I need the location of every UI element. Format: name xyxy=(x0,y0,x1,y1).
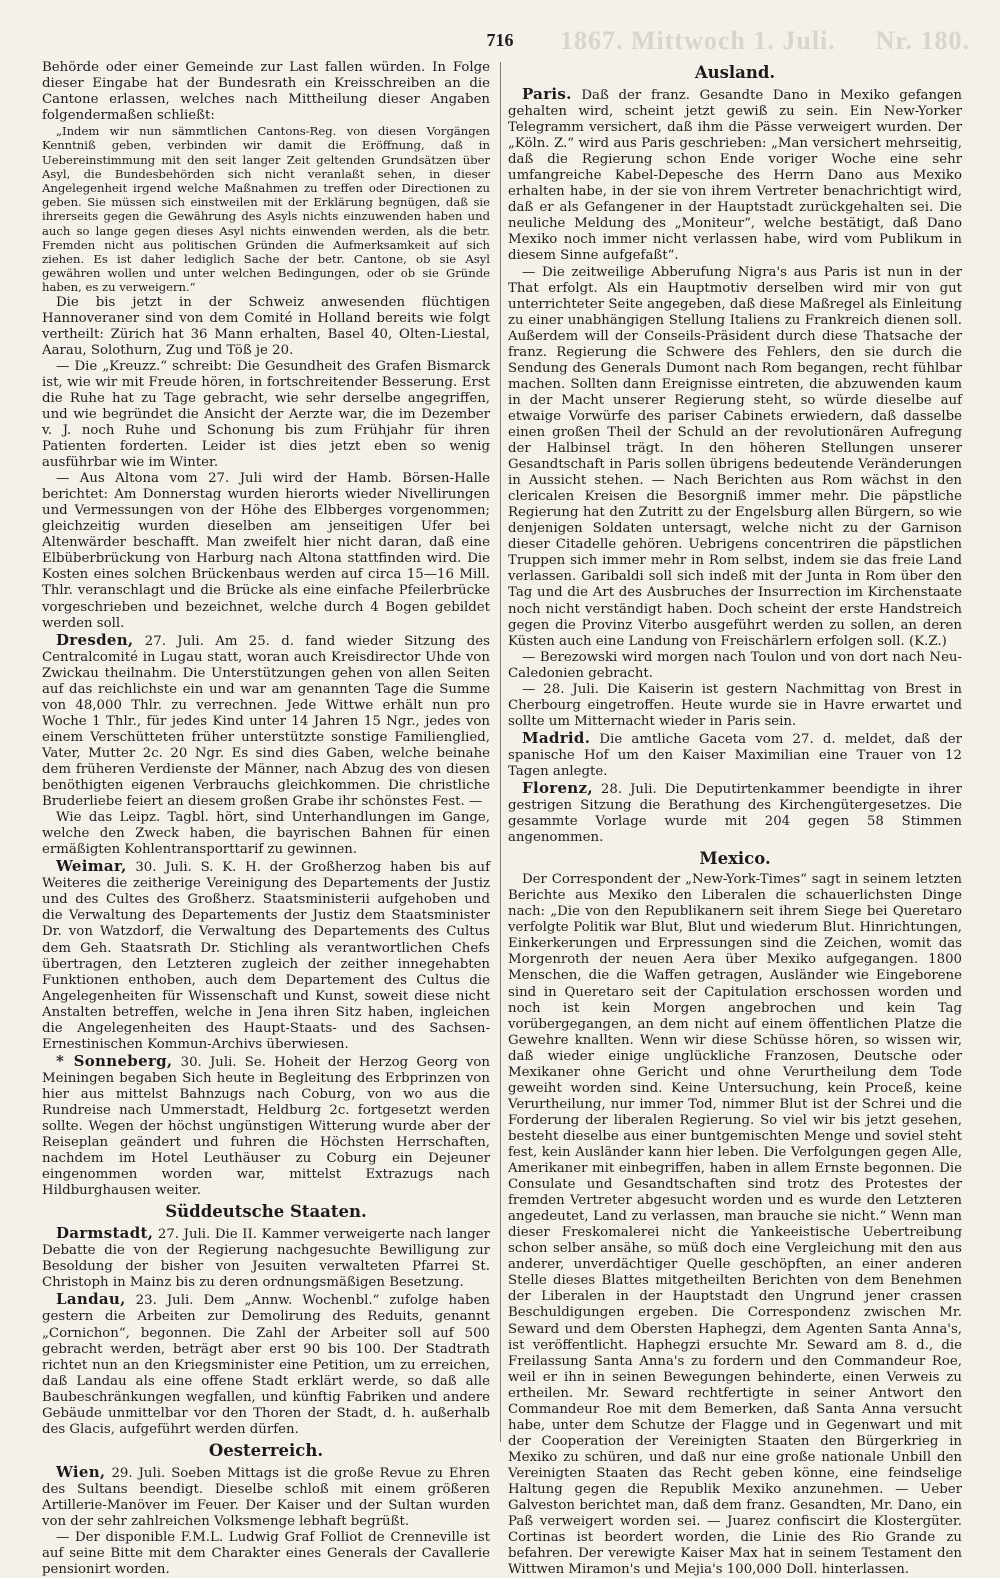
section-heading-text: Süddeutsche Staaten. xyxy=(165,1202,367,1222)
right-column xyxy=(508,60,962,1578)
dateline: Landau, xyxy=(56,1290,126,1309)
dateline: Dresden, xyxy=(56,630,134,649)
paragraph-text: 28. Juli. Die Deputirtenkammer beendigte in ihrer gestrigen Sitzung die Berathung des Kirchengütergesetzes. Die gesammte Vorlage wurde mit 204 gegen 58 Stimmen angenommen. xyxy=(508,782,962,846)
section-heading xyxy=(42,1440,490,1462)
section-heading-text: Ausland. xyxy=(694,63,776,82)
section-heading xyxy=(508,848,962,870)
dateline: Darmstadt, xyxy=(56,1224,154,1243)
article-paragraph xyxy=(508,682,962,730)
paragraph-text: — Der disponible F.M.L. Ludwig Graf Folliot de Crenneville ist auf seine Bitte mit dem Charakter eines Generals der Cavallerie pensionirt worden. xyxy=(42,1530,490,1578)
bleed-through-header-left: 1867. Mittwoch 1. Juli. xyxy=(560,26,836,55)
paragraph-text: Daß der franz. Gesandte Dano in Mexiko gefangen gehalten wird, scheint jetzt gewiß zu sein. Ein New-Yorker Telegramm versichert, daß ihm die Pässe verweigert wurden. Der „Köln. Z.“ wird aus Paris geschrieben: „Man versichert mehrseitig, daß die Regierung schon Ende voriger Woche eine sehr umfangreiche Kabel-Depesche des Herrn Dano aus Mexiko erhalten habe, in der sie von ihrem Vertreter benachrichtigt wird, daß er als Gefangener in der Hauptstadt zurückgehalten sei. Die neuliche Meldung des „Moniteur“, welche bestätigt, daß Dano Mexiko noch immer nicht verlassen habe, wird vom Publikum in diesem Sinne aufgefaßt“. xyxy=(508,88,962,264)
article-paragraph xyxy=(508,780,962,846)
paragraph-text: — Die „Kreuzz.“ schreibt: Die Gesundheit des Grafen Bismarck ist, wie wir mit Freude hören, in fortschreitender Besserung. Erst die Ruhe hat zu Tage gebracht, wie sehr derselbe angegriffen, und wie begründet die Ansicht der Aerzte war, die im Dezember v. J. noch Ruhe und Schonung bis zum Frühjahr für ihren Patienten forderten. Leider ist dies jetzt eben so wenig ausführbar wie im Winter. xyxy=(42,358,490,471)
paragraph-text: 30. Juli. S. K. H. der Großherzog haben bis auf Weiteres die zeitherige Vereinigung des Departements der Justiz und des Cultes des Großherz. Staatsministerii aufgehoben und die Verwaltung des Departements der Justiz dem Staatsminister Dr. von Watzdorf, die Verwaltung des Departements des Cultus dem Geh. Staatsrath Dr. Stichling als verantwortlichen Chefs übertragen, den Letzteren zugleich der zeither innegehabten Funktionen enthoben, auch dem Departement des Cultus die Angelegenheiten für Wissenschaft und Kunst, soweit diese nicht Anstalten betreffen, welche in Jena ihren Sitz haben, ingleichen die Angelegenheiten des Haupt-Staats- und des Sachsen-Ernestinischen Kommun-Archivs überwiesen. xyxy=(42,860,490,1052)
paragraph-text: 30. Juli. Se. Hoheit der Herzog Georg von Meiningen begaben Sich heute in Begleitung des Erbprinzen von hier aus mittelst Bahnzugs nach Coburg, von wo aus die Rundreise nach Ummerstadt, Heldburg 2c. fortgesetzt werden sollte. Wegen der höchst ungünstigen Witterung wurde aber der Reiseplan geändert und fuhren die Höchsten Herrschaften, nachdem im Hotel Leuthäuser zu Coburg ein Dejeuner eingenommen worden war, mittelst Extrazugs nach Hildburghausen weiter. xyxy=(42,1054,490,1199)
article-paragraph xyxy=(42,60,490,124)
paragraph-text: — Aus Altona vom 27. Juli wird der Hamb. Börsen-Halle berichtet: Am Donnerstag wurden hierorts wieder Nivellirungen und Vermessungen von der Höhe des Elbberges vorgenommen; gleichzeitig wurden dieselben am jenseitigen Ufer bei Altenwärder beschafft. Man zweifelt hier nicht daran, daß eine Elbüberbrückung von Harburg nach Altona stattfinden wird. Die Kosten eines solchen Brückenbaus werden auf circa 15—16 Mill. Thlr. veranschlagt und die Brücke als eine einfache Pfeilerbrücke vorgeschrieben und bezeichnet, welche durch 4 Bogen gebildet werden soll. xyxy=(42,471,490,631)
section-heading-text: Oesterreich. xyxy=(208,1440,324,1460)
paragraph-text: Der Correspondent der „New-York-Times“ sagt in seinem letzten Berichte aus Mexiko den Liberalen die schauerlichsten Dinge nach: „Die von den Republikanern seit ihrem Siege bei Queretaro verfolgte Politik war Blut, Blut und wiederum Blut. Hinrichtungen, Einkerkerungen und Erpressungen sind die Zeichen, womit das Morgenroth der neuen Aera über Mexiko aufgegangen. 1800 Menschen, die die Waffen getragen, Ausländer wie Eingeborene sind in Queretaro seit der Capitulation erschossen worden und noch ist kein Morgen angebrochen und kein Tag vorübergegangen, an dem nicht auf einem öffentlichen Platze die Gewehre knallten. Wenn wir diese Schüsse hören, so wissen wir, daß wieder einige unglückliche Franzosen, Deutsche oder Mexikaner ohne Gericht und ohne Verurtheilung dem Tode geweiht worden sind. Keine Untersuchung, kein Proceß, keine Verurtheilung, nur immer Tod, nimmer Blut ist der Schrei und die Forderung der liberalen Regierung. So viel wir bis jetzt gesehen, besteht dieselbe aus einer buntgemischten Menge und soviel steht fest, kein Ausländer kann hier leben. Die Verfolgungen gegen Alle, Amerikaner mit einbegriffen, haben in allem Ernste begonnen. Die Consulate und Gesandtschaften sind trotz des Protestes der fremden Vertreter abgesucht worden und es wurde den Letzteren angedeutet, Land zu verlassen, man brauche sie nicht.“ Wenn man dieser Freskomalerei nicht die Yankeeistische Uebertreibung schon selber ansähe, so müß doch eine Vergleichung mit den aus anderer, unverdächtiger Quelle geschöpften, an einer anderen Stelle dieses Blattes mitgetheilten Berichten von dem Benehmen der Liberalen in der Hauptstadt den Ungrund jener crassen Beschuldigungen ergeben. Die Correspondenz zwischen Mr. Seward und dem Obersten Haphegzi, dem Agenten Santa Anna's, ist veröffentlicht. Haphegzi ersuchte Mr. Seward am 8. d., die Freilassung Santa Anna's zu fordern und den Commandeur Roe, weil er ihn in seinen Bewegungen behinderte, einen Verweis zu ertheilen. Mr. Seward rechtfertigte in seiner Antwort den Commandeur Roe mit dem Bemerken, daß Santa Anna versucht habe, unter dem Schutze der Flagge und in Gegenwart und mit der Cooperation der Vereinigten Staaten den Bürgerkrieg in Mexiko zu schüren, und daß nur eine große nationale Unbill den Vereinigten Staaten das Recht geben könne, eine feindselige Haltung gegen die Republik Mexiko anzunehmen. — Ueber Galveston berichtet man, daß dem franz. Gesandten, Mr. Dano, ein Paß verweigert worden sei. — Juarez confiscirt die Klostergüter. Cortinas ist beordert worden, die Linie des Rio Grande zu befahren. Der verewigte Kaiser Max hat in seinem Testament den Wittwen Miramon's und Mejia's 100,000 Doll. hinterlassen. xyxy=(508,872,962,1578)
paragraph-text: Die bis jetzt in der Schweiz anwesenden flüchtigen Hannoveraner sind von dem Comité in Holland bereits wie folgt vertheilt: Zürich hat 36 Mann erhalten, Basel 40, Olten-Liestal, Aarau, Solothurn, Zug und Töß je 20. xyxy=(42,294,490,358)
article-paragraph xyxy=(42,858,490,1053)
paragraph-text: — Die zeitweilige Abberufung Nigra's aus Paris ist nun in der That erfolgt. Als ein Hauptmotiv derselben wird mir von gut unterrichteter Seite angegeben, daß diese Maßregel als Einleitung zu einer unabhängigen Stellung Italiens zu Frankreich dienen soll. Außerdem will der Conseils-Präsident durch diese Thatsache der franz. Regierung die Schwere des Fehlers, den sie durch die Sendung des Generals Dumont nach Rom begangen, recht fühlbar machen. Sollten dann Ereignisse eintreten, die abzuwenden kaum in der Macht unserer Regierung steht, so würde dieselbe auf etwaige Vorwürfe des pariser Cabinets erwiedern, daß dasselbe einen großen Theil der Schuld an der revolutionären Aufregung der Halbinsel trägt. In den höheren Stellungen unserer Gesandtschaft in Paris sollen übrigens bedeutende Veränderungen in Aussicht stehen. — Nach Berichten aus Rom wächst in den clericalen Kreisen die Besorgniß immer mehr. Die päpstliche Regierung hat den Zutritt zu der Engelsburg allen Bürgern, so wie denjenigen Soldaten untersagt, welche nicht zu der Garnison dieser Citadelle gehören. Uebrigens concentriren die päpstlichen Truppen sich immer mehr in Rom selbst, indem sie das freie Land verlassen. Garibaldi soll sich indeß mit der Junta in Rom über den Tag und die Art des Ausbruches der Insurrection im Kirchenstaate noch nicht verständigt haben. Doch scheint der erste Handstreich gegen die Provinz Viterbo ausgeführt werden zu sollen, an deren Küsten auch eine Landung von Freischärlern erfolgen soll. (K.Z.) xyxy=(508,264,962,649)
paragraph-text: — Berezowski wird morgen nach Toulon und von dort nach Neu-Caledonien gebracht. xyxy=(508,649,962,681)
paragraph-text: — 28. Juli. Die Kaiserin ist gestern Nachmittag von Brest in Cherbourg eingetroffen. Heute wurde sie in Havre erwartet und sollte um Mitternacht wieder in Paris sein. xyxy=(508,681,962,729)
section-heading-text: Mexico. xyxy=(699,849,771,869)
dateline: Weimar, xyxy=(56,857,127,876)
article-paragraph xyxy=(508,730,962,780)
paragraph-text: „Indem wir nun sämmtlichen Cantons-Reg. von diesen Vorgängen Kenntniß geben, verbinden wir damit die Eröffnung, daß in Uebereinstimmung mit den seit langer Zeit geltenden Grundsätzen über Asyl, die Bundesbehörden sich nicht veranlaßt sehen, in dieser Angelegenheit irgend welche Maßnahmen zu treffen oder Directionen zu geben. Sie müssen sich einstweilen mit der Erklärung begnügen, daß sie ihrerseits gegen die Gewährung des Asyls nichts einzuwenden haben und auch so lange gegen dieses Asyl nichts einwenden werden, als die betr. Fremden nicht aus politischen Gründen die Aufmerksamkeit auf sich ziehen. Es ist daher lediglich Sache der betr. Cantone, ob sie Asyl gewähren wollen und unter welchen Bedingungen, oder ob sie Gründe haben, es zu verweigern.“ xyxy=(42,124,490,295)
dateline: Wien, xyxy=(56,1462,106,1481)
section-heading xyxy=(508,62,962,84)
dateline: * Sonneberg, xyxy=(56,1051,173,1070)
article-paragraph xyxy=(42,810,490,858)
section-heading xyxy=(42,1201,490,1223)
article-paragraph xyxy=(508,872,962,1578)
article-paragraph xyxy=(42,632,490,811)
article-paragraph xyxy=(42,295,490,359)
article-paragraph xyxy=(42,471,490,631)
dateline: Florenz, xyxy=(522,779,593,798)
paragraph-text: 27. Juli. Am 25. d. fand wieder Sitzung des Centralcomité in Lugau statt, woran auch Kreisdirector Uhde von Zwickau theilnahm. Die Unterstützungen gehen von allen Seiten auf das reichlichste ein und war am genannten Tage die Summe von 48,000 Thlr. zu verrechnen. Jede Wittwe erhält nun pro Woche 1 Thlr., für jedes Kind unter 14 Jahren 15 Ngr., jedes von einem Verschütteten früher unterstützte sonstige Familienglied, Vater, Mutter 2c. 20 Ngr. Es sind dies Gaben, welche beinahe dem früheren Verdienste der Männer, nach Abzug des von diesen benöthigten eigenen Verbrauchs gleichkommen. Die christliche Bruderliebe feiert an diesem großen Grabe ihr schönstes Fest. — xyxy=(42,633,490,810)
dateline: Paris. xyxy=(522,85,572,103)
article-paragraph xyxy=(508,265,962,650)
article-paragraph xyxy=(508,86,962,265)
article-paragraph xyxy=(42,1291,490,1437)
quoted-passage xyxy=(42,124,490,294)
dateline: Madrid. xyxy=(522,728,591,747)
paragraph-text: 27. Juli. Die II. Kammer verweigerte nach langer Debatte die von der Regierung nachgesuchte Bewilligung zur Besoldung der bisher von Jesuiten verwalteten Pfarrei St. Christoph in Mainz bis zu deren ordnungsmäßigen Besetzung. xyxy=(42,1227,490,1291)
article-paragraph xyxy=(42,1530,490,1578)
article-paragraph xyxy=(508,650,962,682)
article-paragraph xyxy=(42,1464,490,1530)
article-paragraph xyxy=(42,1053,490,1199)
paragraph-text: 23. Juli. Dem „Annw. Wochenbl.“ zufolge haben gestern die Arbeiten zur Demolirung des Reduits, genannt „Cornichon“, begonnen. Die Zahl der Arbeiter soll auf 500 gebracht werden, beträgt aber erst 90 bis 100. Der Stadtrath richtet nun an den Kriegsminister eine Petition, um zu erreichen, daß Landau als eine offene Stadt erklärt werde, so daß alle Baubeschränkungen wegfallen, und künftig Fabriken und andere Gebäude unmittelbar vor den Thoren der Stadt, d. h. außerhalb des Glacis, aufgeführt werden dürfen. xyxy=(42,1293,490,1437)
column-divider xyxy=(500,62,501,1442)
page-number: 716 xyxy=(486,30,514,50)
article-paragraph xyxy=(42,359,490,471)
bleed-through-header-right: Nr. 180. xyxy=(875,26,970,55)
paragraph-text: 29. Juli. Soeben Mittags ist die große Revue zu Ehren des Sultans beendigt. Dieselbe schloß mit einem größeren Artillerie-Manöver im Feuer. Der Kaiser und der Sultan wurden von der sehr zahlreichen Volksmenge lebhaft begrüßt. xyxy=(42,1465,490,1529)
left-column xyxy=(42,60,490,1578)
article-paragraph xyxy=(42,1225,490,1291)
paragraph-text: Die amtliche Gaceta vom 27. d. meldet, daß der spanische Hof um den Kaiser Maximilian eine Trauer von 12 Tagen anlegte. xyxy=(508,731,962,779)
paragraph-text: Wie das Leipz. Tagbl. hört, sind Unterhandlungen im Gange, welche den Zweck haben, die bayrischen Bahnen für einen ermäßigten Kohlentransporttarif zu gewinnen. xyxy=(42,810,490,858)
paragraph-text: Behörde oder einer Gemeinde zur Last fallen würden. In Folge dieser Eingabe hat der Bundesrath ein Kreisschreiben an die Cantone erlassen, welches nach Mittheilung dieser Angaben folgendermaßen schließt: xyxy=(42,60,490,124)
